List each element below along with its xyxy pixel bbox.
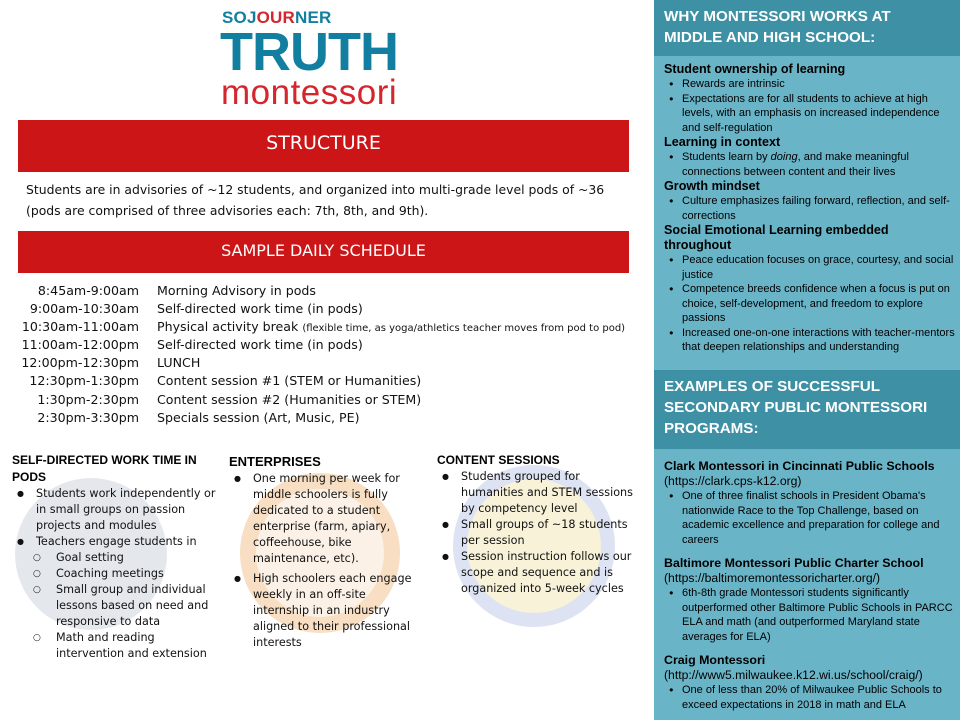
logo-wordmark-montessori: montessori [221,73,398,112]
reason-title: Social Emotional Learning embedded throughout [664,223,889,252]
list-item: ● Expectations are for all students to achieve at high levels, with an emphasis on increased independence and self-regulation [664,92,956,136]
schedule-activity: Morning Advisory in pods [157,283,316,298]
self-directed-heading: SELF-DIRECTED WORK TIME IN PODS [12,453,197,484]
schedule-activity: Content session #2 (Humanities or STEM) [157,391,422,407]
schedule-activity: Self-directed work time (in pods) [157,301,363,317]
schedule-note: (flexible time, as yoga/athletics teacher moves from pod to pod) [302,323,626,335]
content-sessions-heading: CONTENT SESSIONS [437,453,560,467]
content-sessions-section [437,452,637,597]
schedule-time: 1:30pm-2:30pm [37,391,139,407]
program-url[interactable]: (https://clark.cps-k12.org) [664,474,802,488]
examples-body [664,458,956,720]
program-list [664,586,956,644]
schedule-banner: SAMPLE DAILY SCHEDULE [18,231,629,273]
list-item: ● Peace education focuses on grace, courtesy, and social justice [664,253,956,282]
program-list [664,683,956,712]
list-item: ● One of three finalist schools in President Obama's nationwide Race to the Top Challenge, based on academic excellence and preparation for college and careers [664,489,956,547]
logo-wordmark-truth: TRUTH [220,22,398,82]
list-item: ● 6th-8th grade Montessori students significantly outperformed other Baltimore Public Schools in PARCC ELA and math (and outperformed Maryland state averages for ELA) [664,586,956,644]
schedule-time: 10:30am-11:00am [21,319,139,335]
sub-list-item: ○ Goal setting [12,550,222,566]
schedule-time: 2:30pm-3:30pm [37,409,139,425]
schedule-row [18,282,628,300]
self-directed-section [12,452,222,662]
schedule-activity-with-note: Physical activity break (flexible time, as yoga/athletics teacher moves from pod to pod) [157,319,626,335]
program-url[interactable]: (https://baltimoremontessoricharter.org/) [664,571,881,585]
why-montessori-heading: WHY MONTESSORI WORKS AT MIDDLE AND HIGH SCHOOL: [654,0,960,56]
why-montessori-body [664,62,956,355]
self-directed-list [12,486,222,662]
list-item: ● Rewards are intrinsic [664,77,956,92]
schedule-activity: Content session #1 (STEM or Humanities) [157,373,422,389]
reason-title: Student ownership of learning [664,62,846,76]
program-name: Clark Montessori in Cincinnati Public Schools [664,459,935,473]
structure-description: Students are in advisories of ~12 students, and organized into multi-grade level pods of ~36 (pods are comprised of three advisories each: 7th, 8th, and 9th). [26,182,605,218]
program-name: Baltimore Montessori Public Charter School [664,556,924,570]
daily-schedule [18,282,628,427]
program-list [664,489,956,547]
schedule-row [18,336,628,354]
schedule-activity: Self-directed work time (in pods) [157,337,363,353]
list-item: ● Increased one-on-one interactions with teacher-mentors that deepen relationships and understanding [664,326,956,355]
schedule-time: 12:00pm-12:30pm [21,355,139,371]
schedule-time: 11:00am-12:00pm [21,337,139,353]
schedule-activity: LUNCH [157,355,201,371]
reason-list [664,150,956,179]
reason-list [664,194,956,223]
program-entry [664,458,956,547]
school-logo [220,8,425,110]
sub-list-item: ○ Coaching meetings [12,566,222,582]
program-entry [664,555,956,644]
list-item: ● Competence breeds confidence when a focus is put on choice, self-development, and freedom to explore passions [664,282,956,326]
enterprises-heading: ENTERPRISES [229,454,321,469]
list-item: ● One morning per week for middle schoolers is fully dedicated to a student enterprise (farm, apiary, coffeehouse, bike maintenance, etc). [229,471,414,567]
schedule-time: 9:00am-10:30am [29,301,139,317]
schedule-activity: Specials session (Art, Music, PE) [157,409,360,425]
list-item: ● High schoolers each engage weekly in an off-site internship in an industry aligned to their professional interests [229,571,414,651]
schedule-row [18,318,628,336]
reason-title: Growth mindset [664,179,760,193]
sub-list-item: ○ Small group and individual lessons based on need and responsive to data [12,582,222,630]
program-name: Craig Montessori [664,653,766,667]
structure-banner: STRUCTURE [18,120,629,172]
list-item: ● Students learn by doing, and make meaningful connections between content and their lives [664,150,956,179]
schedule-time: 8:45am-9:00am [37,283,139,298]
enterprises-section [229,452,414,651]
right-panel [654,0,960,720]
schedule-row [18,354,628,372]
list-item: ● Small groups of ~18 students per session [437,517,637,549]
schedule-row [18,391,628,409]
enterprises-list [229,471,414,651]
schedule-row [18,372,628,390]
program-entry [664,652,956,712]
reason-title: Learning in context [664,135,781,149]
content-sessions-list [437,469,637,597]
list-item: ● Teachers engage students in [12,534,222,550]
reason-list [664,77,956,135]
list-item: ● Students grouped for humanities and STEM sessions by competency level [437,469,637,517]
list-item: ● Session instruction follows our scope and sequence and is organized into 5-week cycles [437,549,637,597]
examples-heading: EXAMPLES OF SUCCESSFUL SECONDARY PUBLIC MONTESSORI PROGRAMS: [654,370,960,449]
logo-wordmark-sojourner: SOJOURNER [222,8,332,27]
list-item: ● Students work independently or in small groups on passion projects and modules [12,486,222,534]
schedule-row [18,300,628,318]
schedule-time: 12:30pm-1:30pm [29,373,139,389]
sub-list-item: ○ Math and reading intervention and extension [12,630,222,662]
schedule-row [18,409,628,427]
reason-list [664,253,956,355]
list-item: ● One of less than 20% of Milwaukee Public Schools to exceed expectations in 2018 in math and ELA [664,683,956,712]
program-url[interactable]: (http://www5.milwaukee.k12.wi.us/school/craig/) [664,668,923,682]
list-item: ● Culture emphasizes failing forward, reflection, and self-corrections [664,194,956,223]
